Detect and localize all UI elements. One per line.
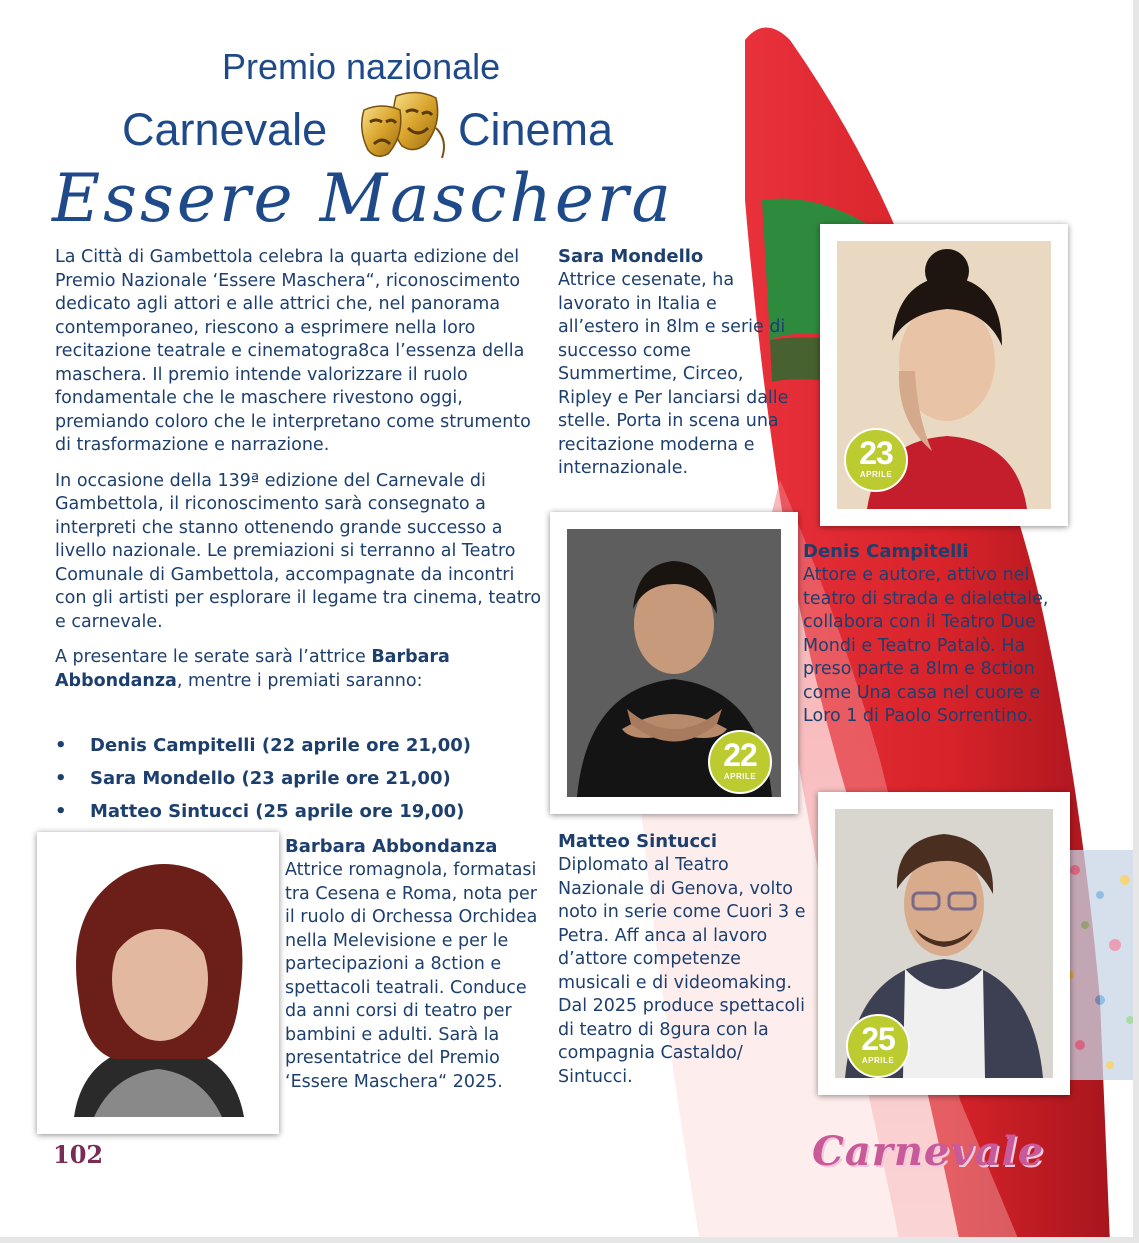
award-item-sara: • Sara Mondello (23 aprile ore 21,00) bbox=[55, 762, 550, 795]
bio-barbara bbox=[285, 835, 550, 1094]
page-number: 102 bbox=[53, 1140, 104, 1169]
photo-denis bbox=[550, 512, 798, 814]
badge-month: APRILE bbox=[859, 470, 893, 479]
theatre-mask-icon bbox=[356, 88, 454, 166]
header-subtitle: Premio nazionale bbox=[222, 46, 501, 87]
header-left-word: Carnevale bbox=[122, 104, 328, 155]
page-title: Essere Maschera bbox=[52, 160, 674, 237]
intro-paragraph-1: La Città di Gambettola celebra la quarta edizione del Premio Nazionale ‘Essere Maschera“, riconoscimento dedicato agli attori e alle attrici che, nel panorama contemporaneo, riescono a esprimere nella loro recitazione teatrale e cinematogra8ca l’essenza della maschera. Il premio intende valorizzare il ruolo fondamentale che le maschere rivestono oggi, premiando coloro che le interpretano come strumento di trasformazione e narrazione. bbox=[55, 247, 531, 455]
presenter-prefix: A presentare le serate sarà l’attrice bbox=[55, 647, 372, 667]
photo-matteo bbox=[818, 792, 1070, 1095]
bio-matteo-text: Diplomato al Teatro Nazionale di Genova, volto noto in serie come Cuori 3 e Petra. Aff anca al lavoro d’attore competenze musicali e di videomaking. Dal 2025 produce spettacoli di teatro di 8gura con la compagnia Castaldo/ Sintucci. bbox=[558, 855, 806, 1087]
bio-barbara-name: Barbara Abbondanza bbox=[285, 836, 498, 857]
presenter-suffix: , mentre i premiati saranno: bbox=[176, 670, 423, 691]
awards-list bbox=[55, 729, 550, 828]
presenter-paragraph bbox=[55, 646, 550, 693]
bio-matteo-name: Matteo Sintucci bbox=[558, 831, 717, 852]
bio-denis bbox=[803, 540, 1053, 729]
bio-matteo bbox=[558, 830, 813, 1089]
date-badge-matteo bbox=[846, 1014, 910, 1078]
header-right-word: Cinema bbox=[458, 104, 614, 155]
bio-sara-name: Sara Mondello bbox=[558, 246, 704, 267]
badge-day: 22 bbox=[723, 737, 757, 773]
brand-logo: Carnevale bbox=[812, 1128, 1045, 1175]
photo-barbara bbox=[37, 832, 279, 1134]
bio-barbara-text: Attrice romagnola, formatasi tra Cesena e Roma, nota per il ruolo di Orchessa Orchidea nella Melevisione e per le partecipazioni a 8ction e spettacoli teatrali. Conduce da anni corsi di teatro per bambini e adulti. Sarà la presentatrice del Premio ‘Essere Maschera“ 2025. bbox=[285, 860, 538, 1092]
award-item-matteo: • Matteo Sintucci (25 aprile ore 19,00) bbox=[55, 795, 550, 828]
bio-sara-text: Attrice cesenate, ha lavorato in Italia e all’estero in 8lm e serie di successo come Summertime, Circeo, Ripley e Per lanciarsi dalle stelle. Porta in scena una recitazione moderna e internazionale. bbox=[558, 270, 789, 478]
date-badge-denis bbox=[708, 730, 772, 794]
presenter-name: Barbara Abbondanza bbox=[55, 647, 450, 691]
photo-sara bbox=[820, 224, 1068, 526]
bio-sara bbox=[558, 245, 793, 481]
bio-denis-name: Denis Campitelli bbox=[803, 541, 969, 562]
date-badge-sara bbox=[844, 428, 908, 492]
badge-month: APRILE bbox=[723, 772, 757, 781]
badge-day: 23 bbox=[859, 435, 893, 471]
award-item-denis: • Denis Campitelli (22 aprile ore 21,00) bbox=[55, 729, 550, 762]
intro-paragraph-2: In occasione della 139ª edizione del Carnevale di Gambettola, il riconoscimento sarà consegnato a interpreti che stanno ottenendo grande successo a livello nazionale. Le premiazioni si terranno al Teatro Comunale di Gambettola, accompagnate da incontri con gli artisti per esplorare il legame tra cinema, teatro e carnevale. bbox=[55, 470, 542, 632]
bio-denis-text: Attore e autore, attivo nel teatro di strada e dialettale, collabora con il Teatro Due Mondi e Teatro Patalò. Ha preso parte a 8lm e 8ction come Una casa nel cuore e Loro 1 di Paolo Sorrentino. bbox=[803, 565, 1049, 726]
badge-day: 25 bbox=[861, 1021, 895, 1057]
intro-text bbox=[55, 246, 550, 705]
badge-month: APRILE bbox=[861, 1056, 895, 1065]
